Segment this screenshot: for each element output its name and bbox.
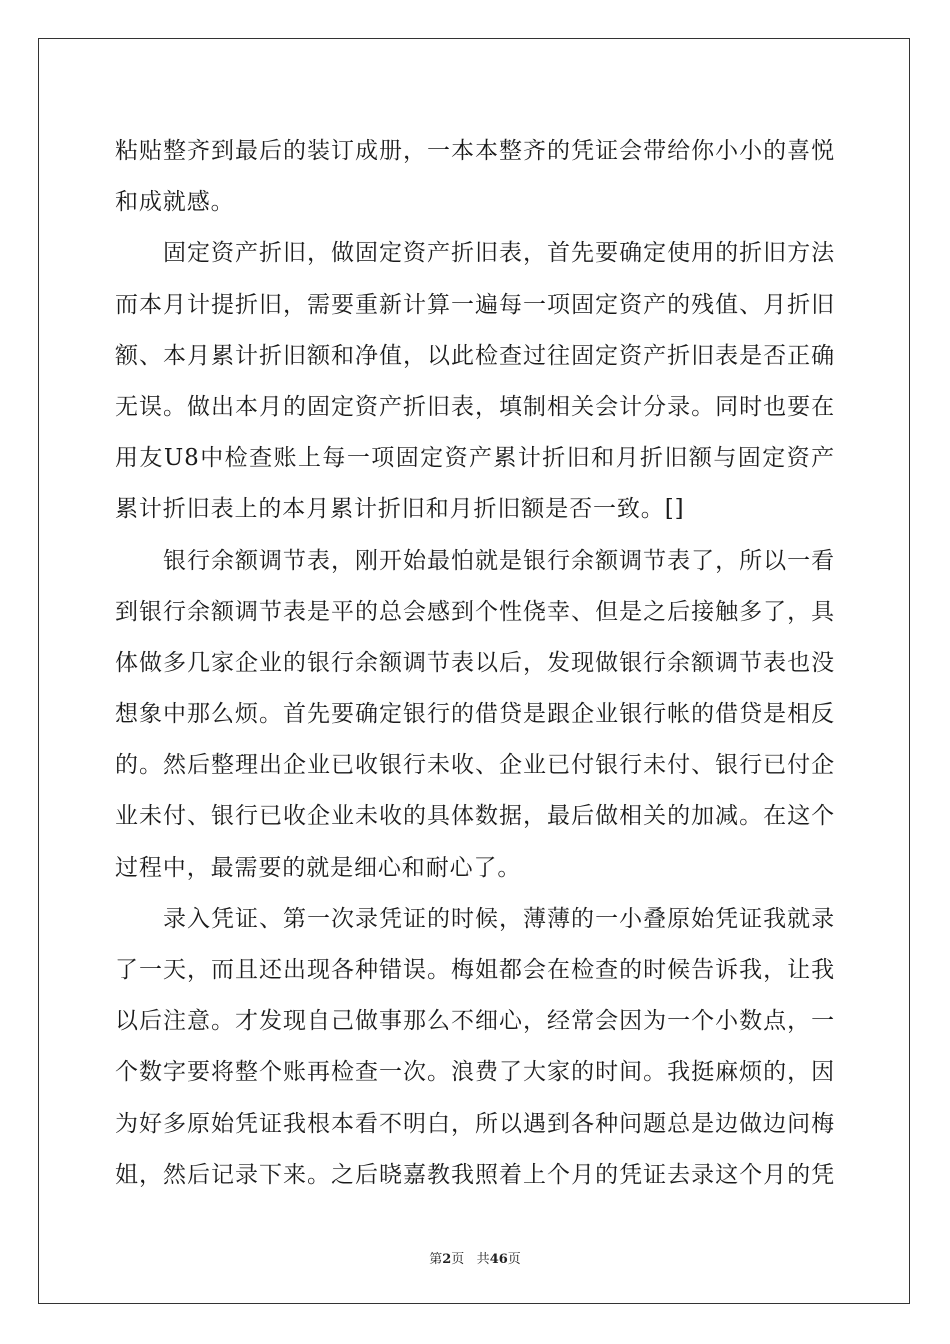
text-line: 业未付、银行已收企业未收的具体数据，最后做相关的加减。在这个 xyxy=(115,803,835,830)
text-line: 额、本月累计折旧额和净值，以此检查过往固定资产折旧表是否正确 xyxy=(115,342,835,369)
paragraph xyxy=(115,894,835,1201)
text-line: 个数字要将整个账再检查一次。浪费了大家的时间。我挺麻烦的，因 xyxy=(115,1059,835,1086)
text-line: 体做多几家企业的银行余额调节表以后，发现做银行余额调节表也没 xyxy=(115,649,835,676)
paragraph xyxy=(115,228,835,535)
text-line: 以后注意。才发现自己做事那么不细心，经常会因为一个小数点，一 xyxy=(115,1008,835,1035)
text-line: 而本月计提折旧，需要重新计算一遍每一项固定资产的残值、月折旧 xyxy=(115,291,835,318)
text-line: 银行余额调节表，刚开始最怕就是银行余额调节表了，所以一看 xyxy=(163,547,835,574)
document-body xyxy=(115,126,835,1201)
text-line: 的。然后整理出企业已收银行未收、企业已付银行未付、银行已付企 xyxy=(115,752,835,779)
paragraph xyxy=(115,536,835,894)
text-line: 用友U8中检查账上每一项固定资产累计折旧和月折旧额与固定资产 xyxy=(115,445,835,472)
text-line: 粘贴整齐到最后的装订成册，一本本整齐的凭证会带给你小小的喜悦 xyxy=(115,138,835,164)
paragraph xyxy=(115,126,835,228)
text-line: 固定资产折旧，做固定资产折旧表，首先要确定使用的折旧方法 xyxy=(163,240,835,267)
text-line: 了一天，而且还出现各种错误。梅姐都会在检查的时候告诉我，让我 xyxy=(115,957,835,983)
text-line: 为好多原始凭证我根本看不明白，所以遇到各种问题总是边做边问梅 xyxy=(115,1110,835,1137)
page-number: 2 xyxy=(442,1252,452,1267)
text-line: 和成就感。 xyxy=(115,189,235,216)
text-line: 姐，然后记录下来。之后晓嘉教我照着上个月的凭证去录这个月的凭 xyxy=(115,1161,835,1188)
total-prefix: 共 xyxy=(476,1252,490,1267)
text-line: 累计折旧表上的本月累计折旧和月折旧额是否一致。[] xyxy=(115,496,685,523)
text-line: 到银行余额调节表是平的总会感到个性侥幸、但是之后接触多了，具 xyxy=(115,598,835,625)
page-suffix: 页 xyxy=(451,1252,465,1267)
text-line: 录入凭证、第一次录凭证的时候，薄薄的一小叠原始凭证我就录 xyxy=(163,905,835,932)
total-pages: 46 xyxy=(489,1252,508,1267)
total-suffix: 页 xyxy=(507,1252,521,1267)
page-prefix: 第 xyxy=(429,1252,443,1267)
text-line: 想象中那么烦。首先要确定银行的借贷是跟企业银行帐的借贷是相反 xyxy=(115,701,835,728)
page-footer xyxy=(0,1248,950,1267)
text-line: 过程中，最需要的就是细心和耐心了。 xyxy=(115,854,522,881)
text-line: 无误。做出本月的固定资产折旧表，填制相关会计分录。同时也要在 xyxy=(115,393,835,420)
